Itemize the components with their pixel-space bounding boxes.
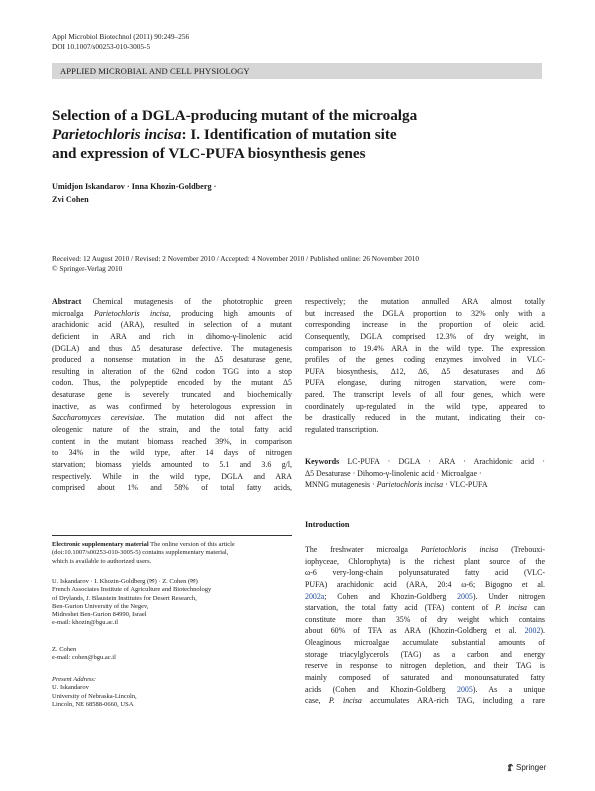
- abstract-line: (DGLA) and thus Δ5 desaturase defective. The mutagenesis: [52, 343, 292, 353]
- article-history: [52, 254, 419, 274]
- abstract-line: content in the mutant biomass reached 39%, in comparison: [52, 436, 292, 446]
- abstract-line: comparison to 19.4% ARA in the wild type. The expression: [305, 343, 545, 353]
- section-banner: [52, 63, 542, 79]
- abstract-line: Consequently, DGLA comprised 12.3% of dry weight, in: [305, 331, 545, 341]
- journal-doi: DOI 10.1007/s00253-010-3005-5: [52, 41, 151, 51]
- abstract-line: produced a nonsense mutation in the Δ5 desaturase gene,: [52, 355, 292, 365]
- abstract-line: be drastically reduced in the mutant, indicating their co-: [305, 413, 545, 423]
- publisher-logo: [506, 763, 546, 773]
- intro-line: Oleaginous microalgae accumulate substantial amounts of: [305, 638, 545, 648]
- abstract-line: profiles of the genes coding enzymes involved in VLC-: [305, 355, 545, 365]
- abstract-line: respectively; the mutation annulled ARA almost totally: [305, 297, 545, 306]
- abstract-line: desaturase gene is severely truncated and biochemically: [52, 390, 292, 400]
- intro-line: PUFA) arachidonic acid (ARA, 20:4 ω-6; Bigogno et al.: [305, 579, 545, 589]
- author-list: [52, 181, 216, 206]
- keywords-block: [305, 456, 545, 491]
- khozin-email[interactable]: e-mail: khozin@bgu.ac.il: [52, 619, 119, 627]
- title-line-3: and expression of VLC-PUFA biosynthesis genes: [52, 145, 366, 162]
- intro-line: storage triacylglycerols (TAG) as a carbon and energy: [305, 649, 545, 659]
- cohen-footnote: Z. Cohen e-mail: cohen@bgu.ac.il: [52, 646, 292, 663]
- citation-link[interactable]: 2002: [524, 626, 541, 636]
- abstract-line: regulated transcription.: [305, 425, 379, 435]
- introduction-text: [305, 544, 545, 707]
- title-species: Parietochloris incisa: [52, 126, 182, 143]
- intro-line: reserve in response to nitrogen depletion, and their TAG is: [305, 661, 545, 671]
- esm-label: Electronic supplementary material: [52, 541, 149, 548]
- journal-header: [52, 32, 189, 51]
- abstract-line: codon. Thus, the polypeptide encoded by the mutant Δ5: [52, 378, 292, 388]
- citation-link[interactable]: 2005: [457, 684, 473, 694]
- intro-line: 2002a; Cohen and Khozin-Goldberg 2005). Under nitrogen: [305, 591, 546, 601]
- present-address-footnote: Present Address: U. Iskandarov University of Nebraska-Lincoln, Lincoln, NE 68588-0660, USA: [52, 676, 292, 709]
- keywords-line: Δ5 Desaturase · Dihomo-γ-linolenic acid · Microalgae ·: [305, 468, 482, 478]
- keywords-label: Keywords: [305, 457, 340, 466]
- intro-line: iophyceae, Chlorophyta) is the richest plant source of the: [305, 556, 545, 566]
- abstract-line: oleogenic nature of the strain, and the total fatty acid: [52, 425, 292, 435]
- springer-horse-icon: [506, 763, 515, 772]
- abstract-line: deficient in ARA and rich in dihomo-γ-linolenic acid: [52, 331, 292, 341]
- article-title: [52, 106, 522, 163]
- abstract-line: respectively. While in the wild type, DGLA and ARA: [52, 471, 292, 481]
- abstract-line: to 34% in the wild type, after 14 days of nitrogen: [52, 448, 292, 458]
- abstract-line: comprised about 1% and 58% of total fatty acids,: [52, 483, 292, 493]
- abstract-line: Saccharomyces cerevisiae. The mutation did not affect the: [52, 413, 292, 423]
- abstract-line: pared. The transcript levels of all four genes, which were: [305, 390, 545, 400]
- abstract-line: resulting in alteration of the 62nd codon TGG into a stop: [52, 366, 292, 376]
- authors-line-1: Umidjon Iskandarov · Inna Khozin-Goldberg ·: [52, 182, 217, 191]
- title-line-2: [52, 125, 522, 144]
- keywords-line: Keywords LC-PUFA · DGLA · ARA · Arachidonic acid ·: [305, 457, 545, 466]
- intro-line: starvation, the total fatty acid (TFA) content of P. incisa can: [305, 603, 545, 613]
- copyright: © Springer-Verlag 2010: [52, 264, 123, 274]
- abstract-left-column: [52, 296, 292, 494]
- abstract-line: PUFA biosynthesis, Δ12, Δ6, Δ5 desaturases and Δ6: [305, 366, 545, 376]
- authors-line-2: Zvi Cohen: [52, 194, 89, 204]
- history-dates: Received: 12 August 2010 / Revised: 2 November 2010 / Accepted: 4 November 2010 / Published online: 26 November 2010: [52, 254, 420, 263]
- abstract-label: Abstract: [52, 297, 82, 306]
- intro-line: The freshwater microalga Parietochloris incisa (Trebouxi-: [305, 545, 545, 554]
- abstract-right-column: [305, 296, 545, 436]
- publisher-name: Springer: [516, 763, 547, 772]
- abstract-line: inactive, as was confirmed by heterologous expression in: [52, 401, 292, 411]
- affiliation-footnote: U. Iskandarov · I. Khozin-Goldberg (✉) · Z. Cohen (✉) French Associates Institute of Agriculture and Biotechnology of Drylands, J. Blaustein Institutes for Desert Research, Ben-Gurion University of the Negev, Midreshet Ben-Gurion 84990, Israel e-mail: khozin@bgu.ac.il: [52, 578, 292, 628]
- abstract-line: microalga Parietochloris incisa, producing high amounts of: [52, 308, 292, 318]
- abstract-line: starvation; biomass yields amounted to 5.1 and 3.6 g/l,: [52, 459, 292, 469]
- intro-line: about 60% of TFA as ARA (Khozin-Goldberg et al. 2002).: [305, 626, 545, 636]
- intro-line: case, P. incisa accumulates ARA-rich TAG, including a rare: [305, 696, 545, 706]
- cohen-email[interactable]: e-mail: cohen@bgu.ac.il: [52, 654, 116, 662]
- journal-citation: Appl Microbiol Biotechnol (2011) 90:249–256: [52, 32, 190, 41]
- esm-footnote: Electronic supplementary material The online version of this article (doi:10.1007/s00253-010-3005-5) contains supplementary material, which is available to authorized users.: [52, 541, 235, 565]
- abstract-line: coordinately up-regulated in the wild type, appeared to: [305, 401, 545, 411]
- title-line-1: Selection of a DGLA-producing mutant of the microalga: [52, 107, 418, 124]
- keywords-line: MNNG mutagenesis · Parietochloris incisa · VLC-PUFA: [305, 480, 488, 490]
- abstract-line: PUFA elongase, during nitrogen starvation, were com-: [305, 378, 545, 388]
- section-banner-label: APPLIED MICROBIAL AND CELL PHYSIOLOGY: [60, 66, 250, 76]
- citation-link[interactable]: 2005: [457, 591, 473, 601]
- abstract-line: but increased the DGLA proportion to 32% only with a: [305, 308, 545, 318]
- intro-line: constitute more than 35% of dry weight which contains: [305, 614, 545, 624]
- intro-line: ω-6 very-long-chain polyunsaturated fatty acid (VLC-: [305, 568, 545, 578]
- intro-line: mainly composed of saturated and monounsaturated fatty: [305, 673, 545, 683]
- title-line-2-rest: : I. Identification of mutation site: [181, 126, 397, 143]
- intro-line: acids (Cohen and Khozin-Goldberg 2005). As a unique: [305, 684, 545, 694]
- citation-link[interactable]: 2002a: [305, 591, 325, 601]
- abstract-line: corresponding increase in the proportion of oleic acid.: [305, 320, 545, 330]
- present-address-label: Present Address:: [52, 676, 96, 683]
- footnote-divider: [52, 535, 292, 536]
- abstract-line: arachidonic acid (ARA), resulted in selection of a mutant: [52, 320, 292, 330]
- abstract-line: Abstract Chemical mutagenesis of the phototrophic green: [52, 297, 292, 306]
- introduction-heading: Introduction: [305, 520, 350, 529]
